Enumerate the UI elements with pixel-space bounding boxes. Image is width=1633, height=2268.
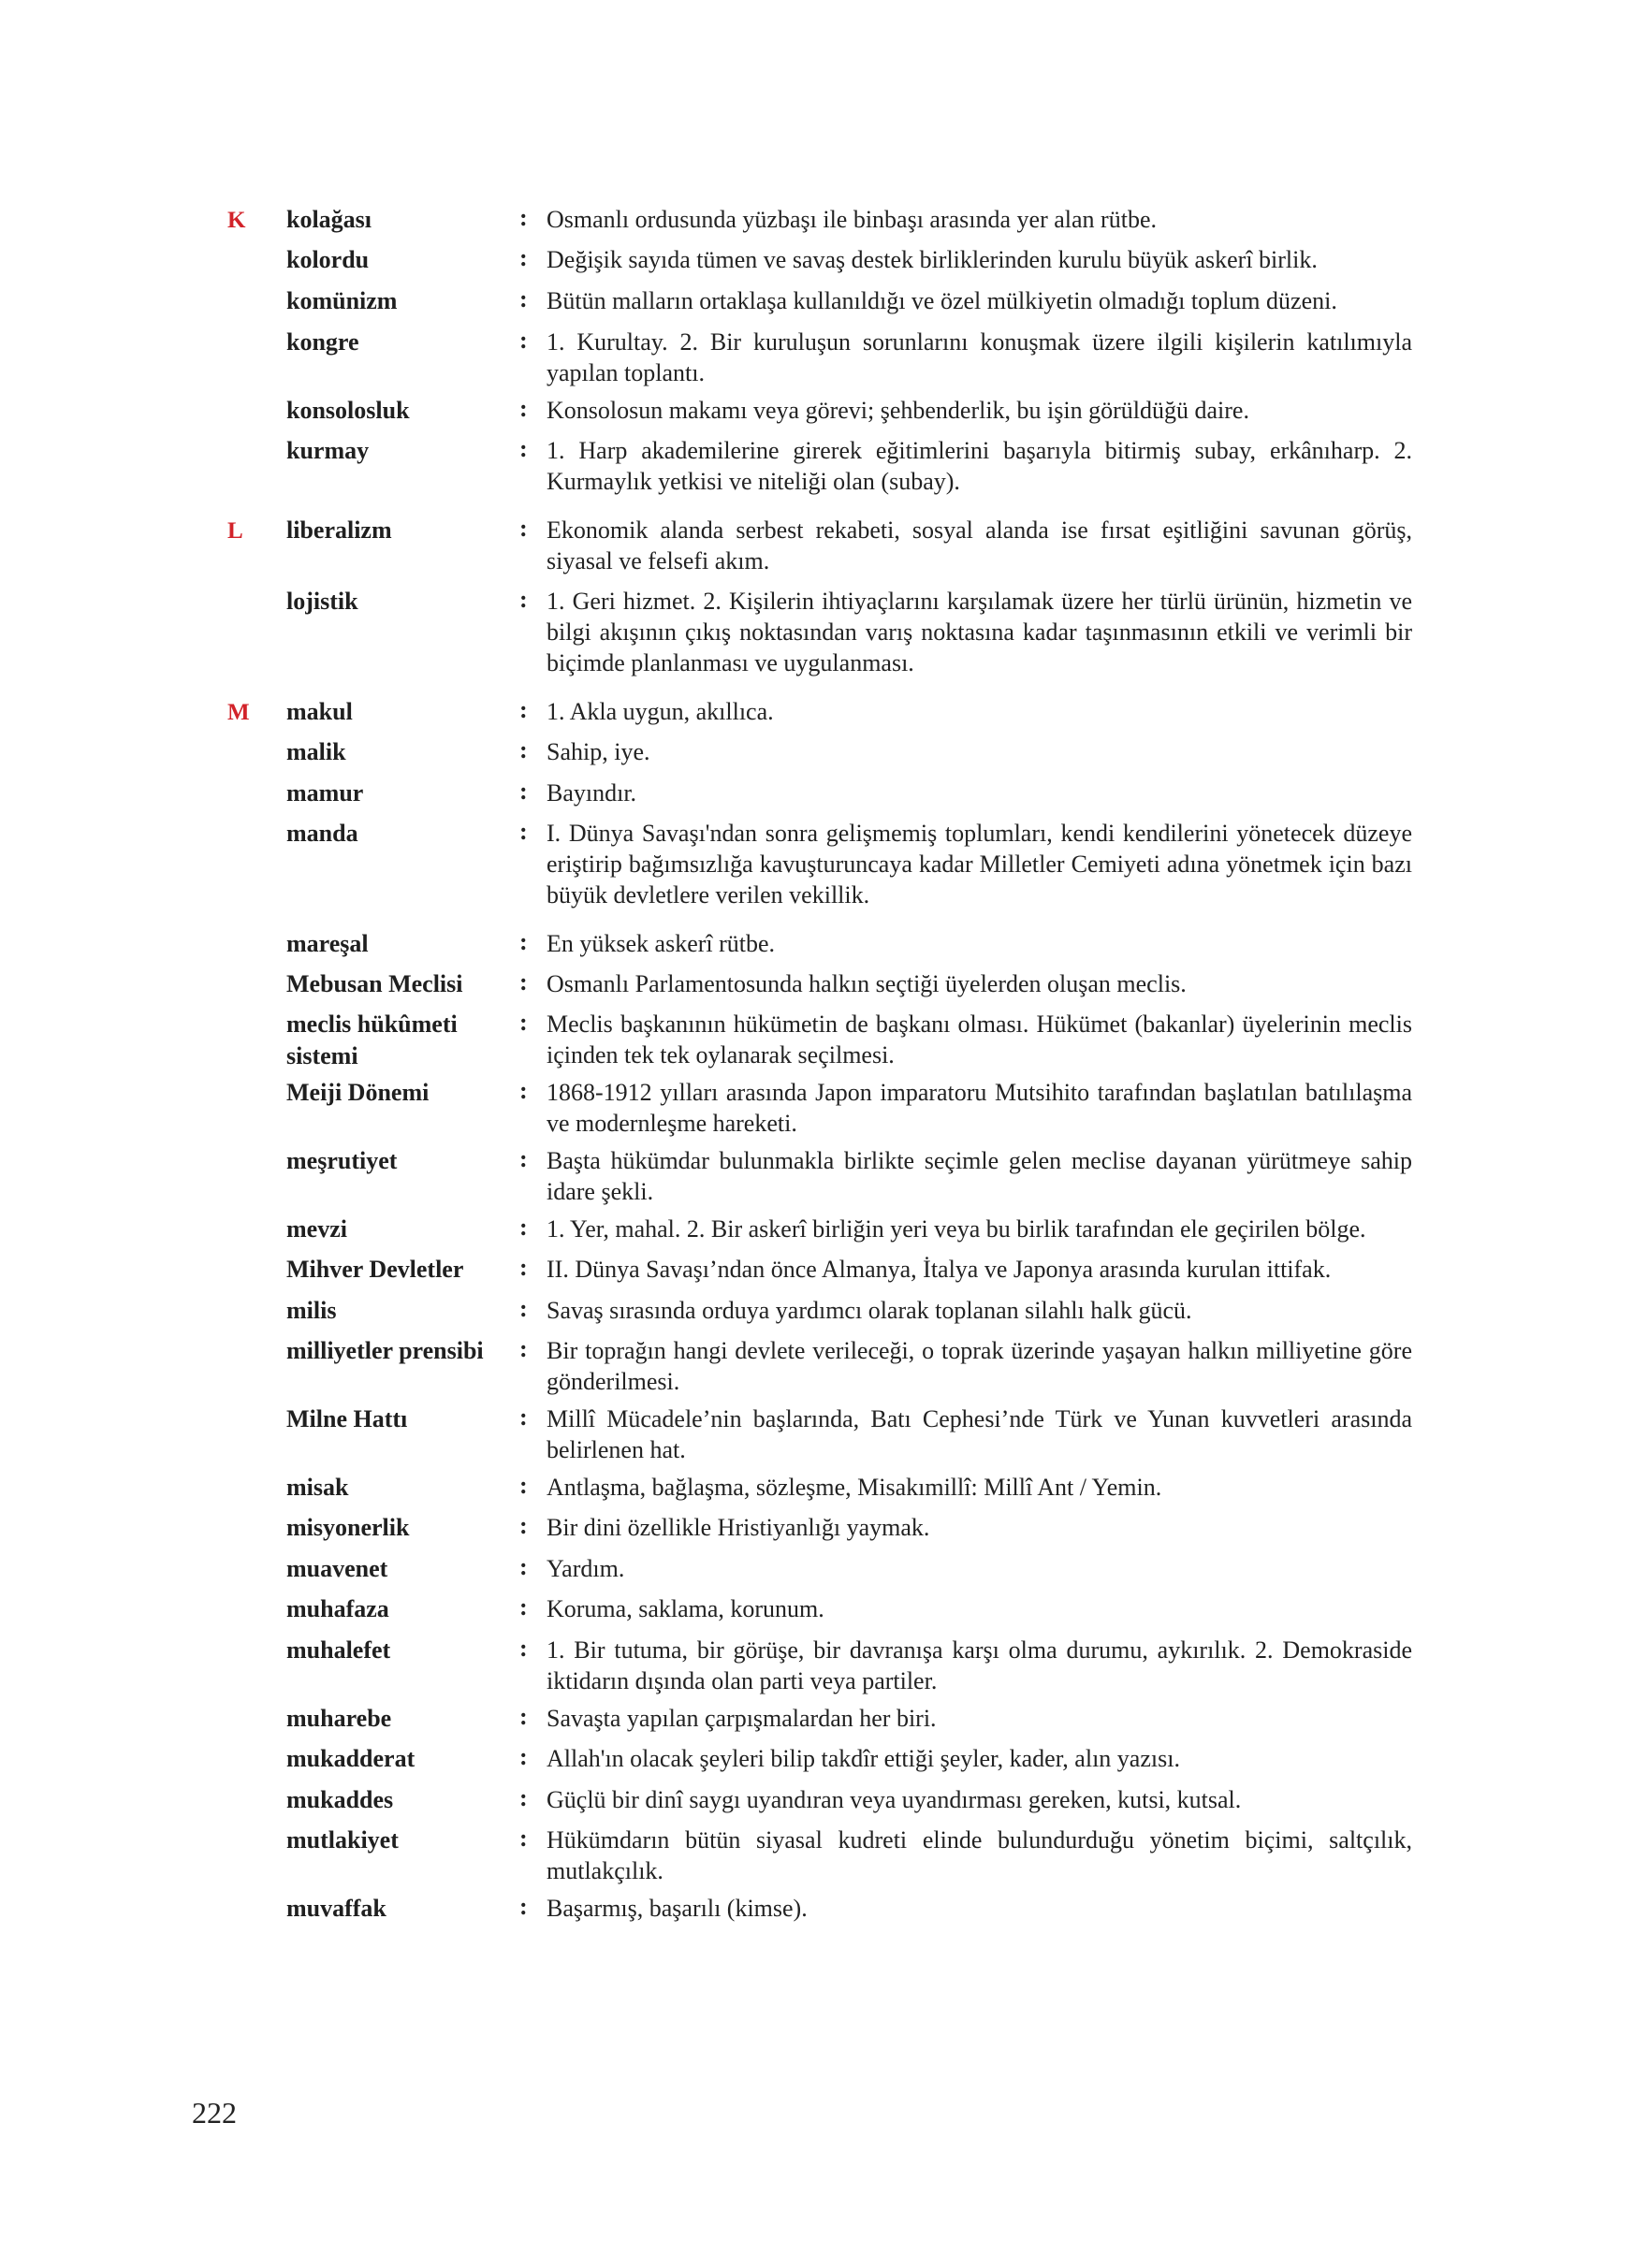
entry-definition: 1. Akla uygun, akıllıca. bbox=[547, 698, 774, 725]
entry-colon: : bbox=[519, 1403, 528, 1431]
entry-colon: : bbox=[519, 244, 528, 271]
entry-colon: : bbox=[519, 1214, 528, 1241]
entry-definition: Değişik sayıda tümen ve savaş destek birliklerinden kurulu büyük askerî birlik. bbox=[547, 246, 1318, 273]
entry-colon: : bbox=[519, 1335, 528, 1362]
entry-definition: Yardım. bbox=[547, 1555, 625, 1582]
section-letter: M bbox=[227, 700, 250, 725]
entry-definition: 1. Kurultay. 2. Bir kuruluşun sorunlarını konuşmak üzere ilgili kişilerin katılımıyla yapılan toplantı. bbox=[547, 328, 1412, 386]
entry-colon: : bbox=[519, 1743, 528, 1770]
entry-term: misyonerlik bbox=[286, 1514, 410, 1541]
entry-colon: : bbox=[519, 928, 528, 955]
entry-definition: Başta hükümdar bulunmakla birlikte seçimle gelen meclise dayanan yürütmeye sahip idare şekli. bbox=[547, 1147, 1412, 1205]
entry-colon: : bbox=[519, 736, 528, 763]
entry-term: mutlakiyet bbox=[286, 1826, 399, 1854]
entry-definition: Savaş sırasında orduya yardımcı olarak toplanan silahlı halk gücü. bbox=[547, 1297, 1192, 1324]
entry-definition: Bütün malların ortaklaşa kullanıldığı ve özel mülkiyetin olmadığı toplum düzeni. bbox=[547, 287, 1337, 314]
entry-definition: Bir toprağın hangi devlete verileceği, o toprak üzerinde yaşayan halkın milliyetine göre gönderilmesi. bbox=[547, 1337, 1412, 1395]
entry-term: konsolosluk bbox=[286, 397, 410, 424]
entry-colon: : bbox=[519, 1254, 528, 1281]
entry-colon: : bbox=[519, 1893, 528, 1920]
entry-colon: : bbox=[519, 968, 528, 996]
entry-definition: Başarmış, başarılı (kimse). bbox=[547, 1895, 808, 1922]
entry-colon: : bbox=[519, 696, 528, 723]
entry-term: milliyetler prensibi bbox=[286, 1337, 484, 1364]
entry-definition: II. Dünya Savaşı’ndan önce Almanya, İtalya ve Japonya arasında kurulan ittifak. bbox=[547, 1256, 1332, 1283]
entry-colon: : bbox=[519, 1145, 528, 1172]
entry-definition: 1. Yer, mahal. 2. Bir askerî birliğin yeri veya bu birlik tarafından ele geçirilen bölge. bbox=[547, 1215, 1366, 1243]
entry-term: meclis hükûmeti sistemi bbox=[286, 1010, 458, 1069]
entry-colon: : bbox=[519, 1703, 528, 1730]
entry-colon: : bbox=[519, 327, 528, 354]
entry-term: muhalefet bbox=[286, 1636, 391, 1664]
entry-colon: : bbox=[519, 1593, 528, 1621]
entry-definition: Konsolosun makamı veya görevi; şehbenderlik, bu işin görüldüğü daire. bbox=[547, 397, 1249, 424]
entry-term: kolağası bbox=[286, 206, 372, 233]
entry-colon: : bbox=[519, 1295, 528, 1322]
entry-colon: : bbox=[519, 1635, 528, 1662]
entry-colon: : bbox=[519, 778, 528, 805]
entry-definition: Meclis başkanının hükümetin de başkanı olması. Hükümet (bakanlar) üyelerinin meclis içinden tek tek oylanarak seçilmesi. bbox=[547, 1010, 1412, 1069]
entry-term: makul bbox=[286, 698, 353, 725]
entry-definition: Güçlü bir dinî saygı uyandıran veya uyandırması gereken, kutsi, kutsal. bbox=[547, 1786, 1242, 1813]
entry-term: liberalizm bbox=[286, 516, 392, 544]
entry-colon: : bbox=[519, 515, 528, 542]
entry-definition: Osmanlı ordusunda yüzbaşı ile binbaşı arasında yer alan rütbe. bbox=[547, 206, 1157, 233]
entry-definition: Ekonomik alanda serbest rekabeti, sosyal alanda ise fırsat eşitliğini savunan görüş, siyasal ve felsefi akım. bbox=[547, 516, 1412, 574]
entry-definition: Sahip, iye. bbox=[547, 738, 650, 765]
entry-definition: 1868-1912 yılları arasında Japon imparatoru Mutsihito tarafından başlatılan batılılaşma ve modernleşme hareketi. bbox=[547, 1079, 1412, 1137]
entry-colon: : bbox=[519, 204, 528, 231]
entry-colon: : bbox=[519, 1077, 528, 1104]
entry-term: muhafaza bbox=[286, 1595, 389, 1622]
entry-colon: : bbox=[519, 1512, 528, 1539]
entry-colon: : bbox=[519, 586, 528, 613]
entry-definition: Bayındır. bbox=[547, 779, 637, 807]
entry-colon: : bbox=[519, 435, 528, 462]
entry-definition: I. Dünya Savaşı'ndan sonra gelişmemiş toplumları, kendi kendilerini yönetecek düzeye eriştirip bağımsızlığa kavuşturuncaya kadar Milletler Cemiyeti adına yönetmek için bazı büyük devletlere verilen vekillik. bbox=[547, 820, 1412, 909]
entry-term: komünizm bbox=[286, 287, 398, 314]
entry-term: mevzi bbox=[286, 1215, 347, 1243]
entry-term: muharebe bbox=[286, 1705, 392, 1732]
section-letter: K bbox=[227, 208, 246, 233]
entry-colon: : bbox=[519, 1472, 528, 1499]
entry-definition: Savaşta yapılan çarpışmalardan her biri. bbox=[547, 1705, 937, 1732]
entry-term: lojistik bbox=[286, 588, 358, 615]
entry-term: milis bbox=[286, 1297, 337, 1324]
entry-colon: : bbox=[519, 395, 528, 422]
entry-definition: Hükümdarın bütün siyasal kudreti elinde bulundurduğu yönetim biçimi, saltçılık, mutlakçılık. bbox=[547, 1826, 1412, 1884]
entry-term: muvaffak bbox=[286, 1895, 386, 1922]
entry-term: kurmay bbox=[286, 437, 370, 464]
entry-term: misak bbox=[286, 1474, 349, 1501]
entry-term: mukadderat bbox=[286, 1745, 416, 1772]
entry-term: Mebusan Meclisi bbox=[286, 970, 463, 997]
entry-term: Mihver Devletler bbox=[286, 1256, 464, 1283]
entry-colon: : bbox=[519, 285, 528, 313]
entry-definition: Bir dini özellikle Hristiyanlığı yaymak. bbox=[547, 1514, 930, 1541]
entry-term: muavenet bbox=[286, 1555, 388, 1582]
entry-term: mamur bbox=[286, 779, 364, 807]
entry-definition: Osmanlı Parlamentosunda halkın seçtiği üyelerden oluşan meclis. bbox=[547, 970, 1187, 997]
entry-colon: : bbox=[519, 1553, 528, 1580]
page-number: 222 bbox=[192, 2096, 237, 2130]
section-letter: L bbox=[227, 518, 243, 544]
entry-definition: 1. Geri hizmet. 2. Kişilerin ihtiyaçlarını karşılamak üzere her türlü ürünün, hizmetin ve bilgi akışının çıkış noktasından varış noktasına kadar taşınmasının etkili ve verimli bir biçimde planlanması ve uygulanması. bbox=[547, 588, 1412, 676]
entry-colon: : bbox=[519, 1825, 528, 1852]
entry-definition: En yüksek askerî rütbe. bbox=[547, 930, 776, 957]
entry-definition: Koruma, saklama, korunum. bbox=[547, 1595, 824, 1622]
entry-definition: 1. Bir tutuma, bir görüşe, bir davranışa karşı olma durumu, aykırılık. 2. Demokraside iktidarın dışında olan parti veya partiler. bbox=[547, 1636, 1412, 1694]
entry-term: mukaddes bbox=[286, 1786, 394, 1813]
entry-term: kongre bbox=[286, 328, 359, 356]
entry-colon: : bbox=[519, 1784, 528, 1811]
entry-term: kolordu bbox=[286, 246, 370, 273]
entry-colon: : bbox=[519, 1009, 528, 1036]
entry-term: meşrutiyet bbox=[286, 1147, 398, 1174]
entry-colon: : bbox=[519, 818, 528, 845]
entry-definition: Antlaşma, bağlaşma, sözleşme, Misakımillî: Millî Ant / Yemin. bbox=[547, 1474, 1162, 1501]
entry-definition: 1. Harp akademilerine girerek eğitimlerini başarıyla bitirmiş subay, erkânıharp. 2. Kurmaylık yetkisi ve niteliği olan (subay). bbox=[547, 437, 1412, 495]
entry-term: manda bbox=[286, 820, 358, 847]
entry-term: malik bbox=[286, 738, 346, 765]
entry-term: mareşal bbox=[286, 930, 369, 957]
entry-definition: Millî Mücadele’nin başlarında, Batı Cephesi’nde Türk ve Yunan kuvvetleri arasında belirlenen hat. bbox=[547, 1405, 1412, 1463]
entry-term: Milne Hattı bbox=[286, 1405, 408, 1432]
entry-definition: Allah'ın olacak şeyleri bilip takdîr ettiği şeyler, kader, alın yazısı. bbox=[547, 1745, 1180, 1772]
entry-term: Meiji Dönemi bbox=[286, 1079, 430, 1106]
